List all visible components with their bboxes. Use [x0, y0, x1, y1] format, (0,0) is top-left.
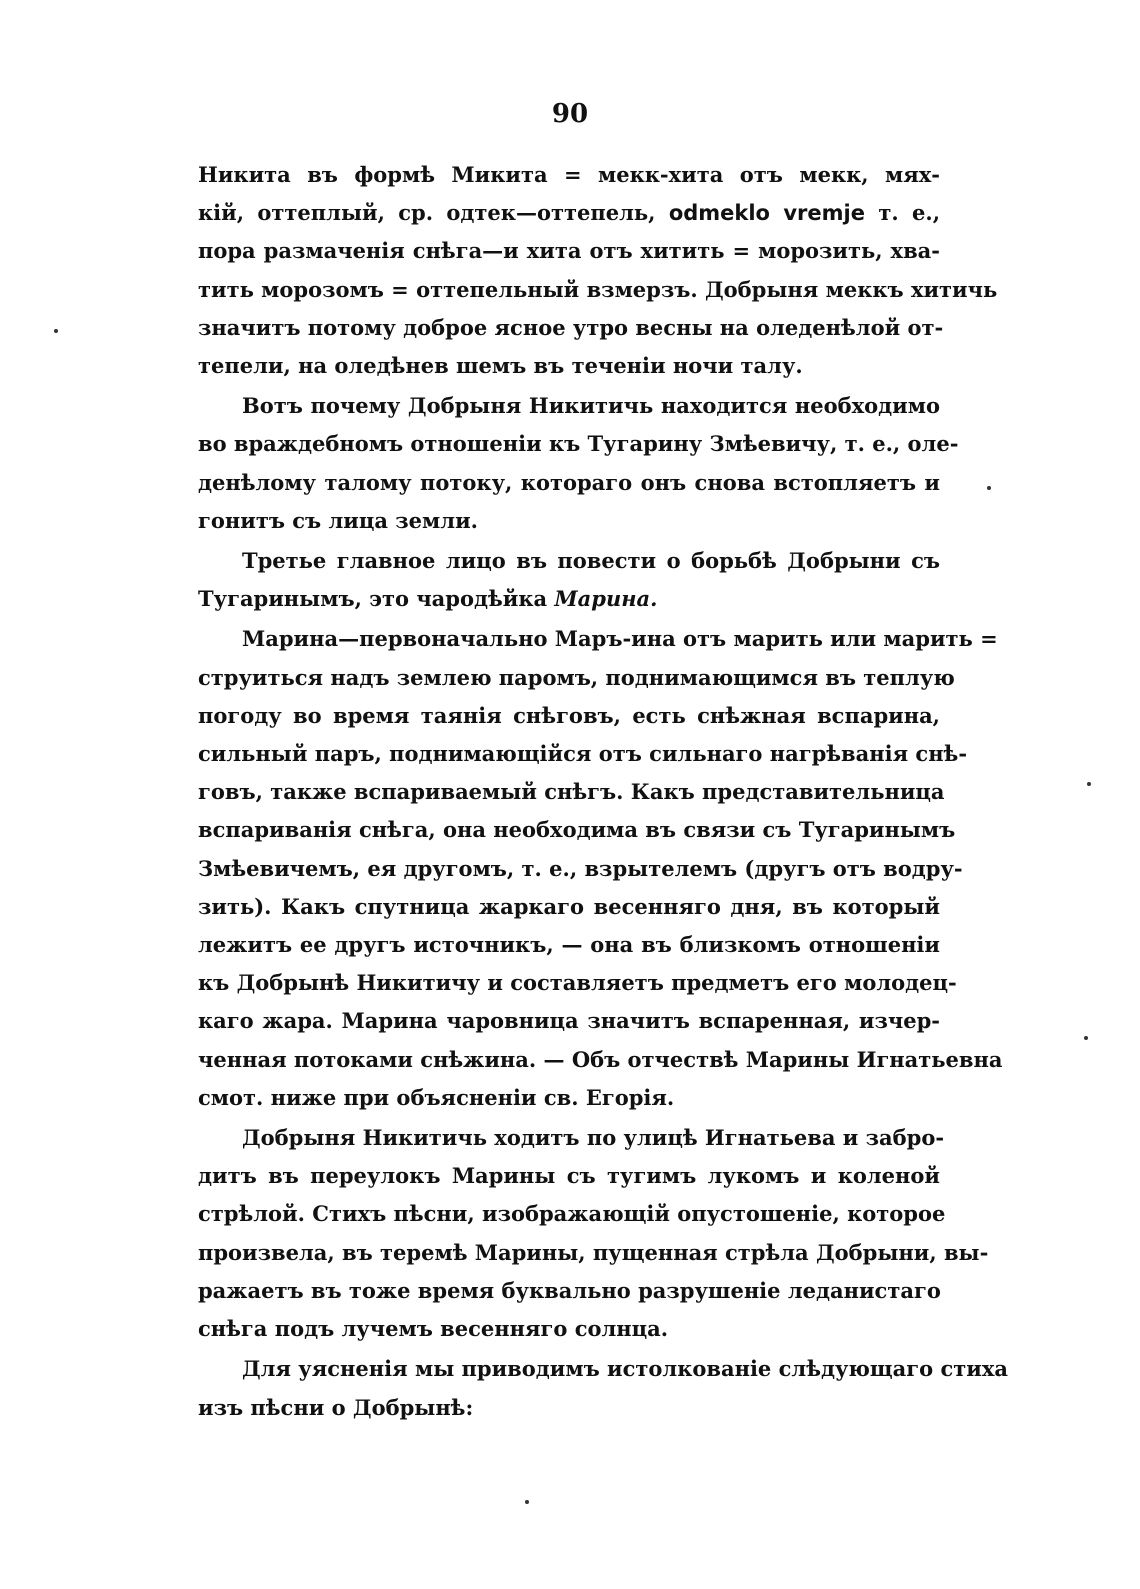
text-fragment: т. е., [878, 200, 941, 226]
paragraph [198, 387, 959, 540]
text-line: каго жара. Марина чаровница значитъ вспаренная, изчер- [198, 1008, 940, 1034]
text-line [198, 194, 940, 232]
text-line: значитъ потому доброе ясное утро весны на оледенѣлой от- [198, 314, 944, 340]
text-line: гонитъ съ лица земли. [198, 507, 478, 533]
text-line: тить морозомъ = оттепельный взмерзъ. Добрыня меккъ хитичь [198, 276, 998, 302]
latin-phrase: odmeklo vremje [668, 201, 865, 226]
body-text [198, 156, 1008, 1427]
text-line: стрѣлой. Стихъ пѣсни, изображающій опустошеніе, которое [198, 1201, 946, 1227]
text-line: тепели, на оледѣнев шемъ въ теченіи ночи талу. [198, 353, 803, 379]
text-line: Никита въ формѣ Микита = мекк-хита отъ мекк, мях- [198, 162, 940, 187]
text-fragment: Тугаринымъ, это чародѣйка [198, 586, 548, 612]
scan-speck [525, 1500, 529, 1504]
text-line: Третье главное лицо въ повести о борьбѣ Добрыни съ [242, 548, 940, 574]
paragraph [198, 542, 940, 618]
text-line: снѣга подъ лучемъ весенняго солнца. [198, 1316, 669, 1342]
text-line: лежитъ ее другъ источникъ, — она въ близкомъ отношеніи [198, 932, 940, 958]
text-line: вспариванія снѣга, она необходима въ связи съ Тугаринымъ [198, 817, 956, 843]
scan-speck [1084, 1036, 1088, 1040]
text-line: къ Добрынѣ Никитичу и составляетъ предметъ его молодец- [198, 970, 957, 996]
italic-name: Марина. [554, 586, 658, 612]
text-fragment: кій, оттеплый, ср. одтек—оттепель, [198, 200, 656, 226]
text-line: Для уясненія мы приводимъ истолкованіе слѣдующаго стиха [242, 1356, 1008, 1382]
text-line: струиться надъ землею паромъ, поднимающимся въ теплую [198, 664, 955, 690]
text-line: Змѣевичемъ, ея другомъ, т. е., взрытелемъ (другъ отъ водру- [198, 855, 963, 881]
paragraph [198, 1350, 1008, 1426]
text-line: смот. ниже при объясненіи св. Егорія. [198, 1084, 675, 1110]
text-line: сильный паръ, поднимающійся отъ сильнаго нагрѣванія снѣ- [198, 741, 968, 767]
text-line: погоду во время таянія снѣговъ, есть снѣжная вспарина, [198, 702, 940, 728]
page-number: 90 [551, 99, 589, 129]
paragraph [198, 156, 998, 385]
text-line: Вотъ почему Добрыня Никитичь находится необходимо [242, 393, 940, 419]
text-line: зить). Какъ спутница жаркаго весенняго дня, въ который [198, 893, 940, 919]
text-line [198, 580, 940, 618]
text-line: ражаетъ въ тоже время буквально разрушеніе леданистаго [198, 1277, 941, 1303]
text-line: произвела, въ теремѣ Марины, пущенная стрѣла Добрыни, вы- [198, 1239, 989, 1265]
text-line: денѣлому талому потоку, котораго онъ снова встопляетъ и [198, 469, 940, 495]
text-line: Марина—первоначально Маръ-ина отъ марить или марить = [242, 626, 998, 652]
text-line: пора размаченія снѣга—и хита отъ хитить = морозить, хва- [198, 238, 940, 264]
paragraph [198, 620, 1003, 1117]
text-line: во враждебномъ отношеніи къ Тугарину Змѣевичу, т. е., оле- [198, 431, 959, 457]
text-line: говъ, также вспариваемый снѣгъ. Какъ представительница [198, 779, 945, 805]
text-line: изъ пѣсни о Добрынѣ: [198, 1394, 474, 1420]
text-line: Добрыня Никитичь ходитъ по улицѣ Игнатьева и забро- [242, 1125, 945, 1151]
scan-speck [1087, 782, 1091, 786]
scan-speck [987, 486, 991, 490]
paragraph [198, 1119, 989, 1348]
scan-speck [54, 329, 58, 333]
text-line: ченная потоками снѣжина. — Объ отчествѣ Марины Игнатьевна [198, 1046, 1003, 1072]
text-line: дитъ въ переулокъ Марины съ тугимъ лукомъ и коленой [198, 1163, 940, 1189]
